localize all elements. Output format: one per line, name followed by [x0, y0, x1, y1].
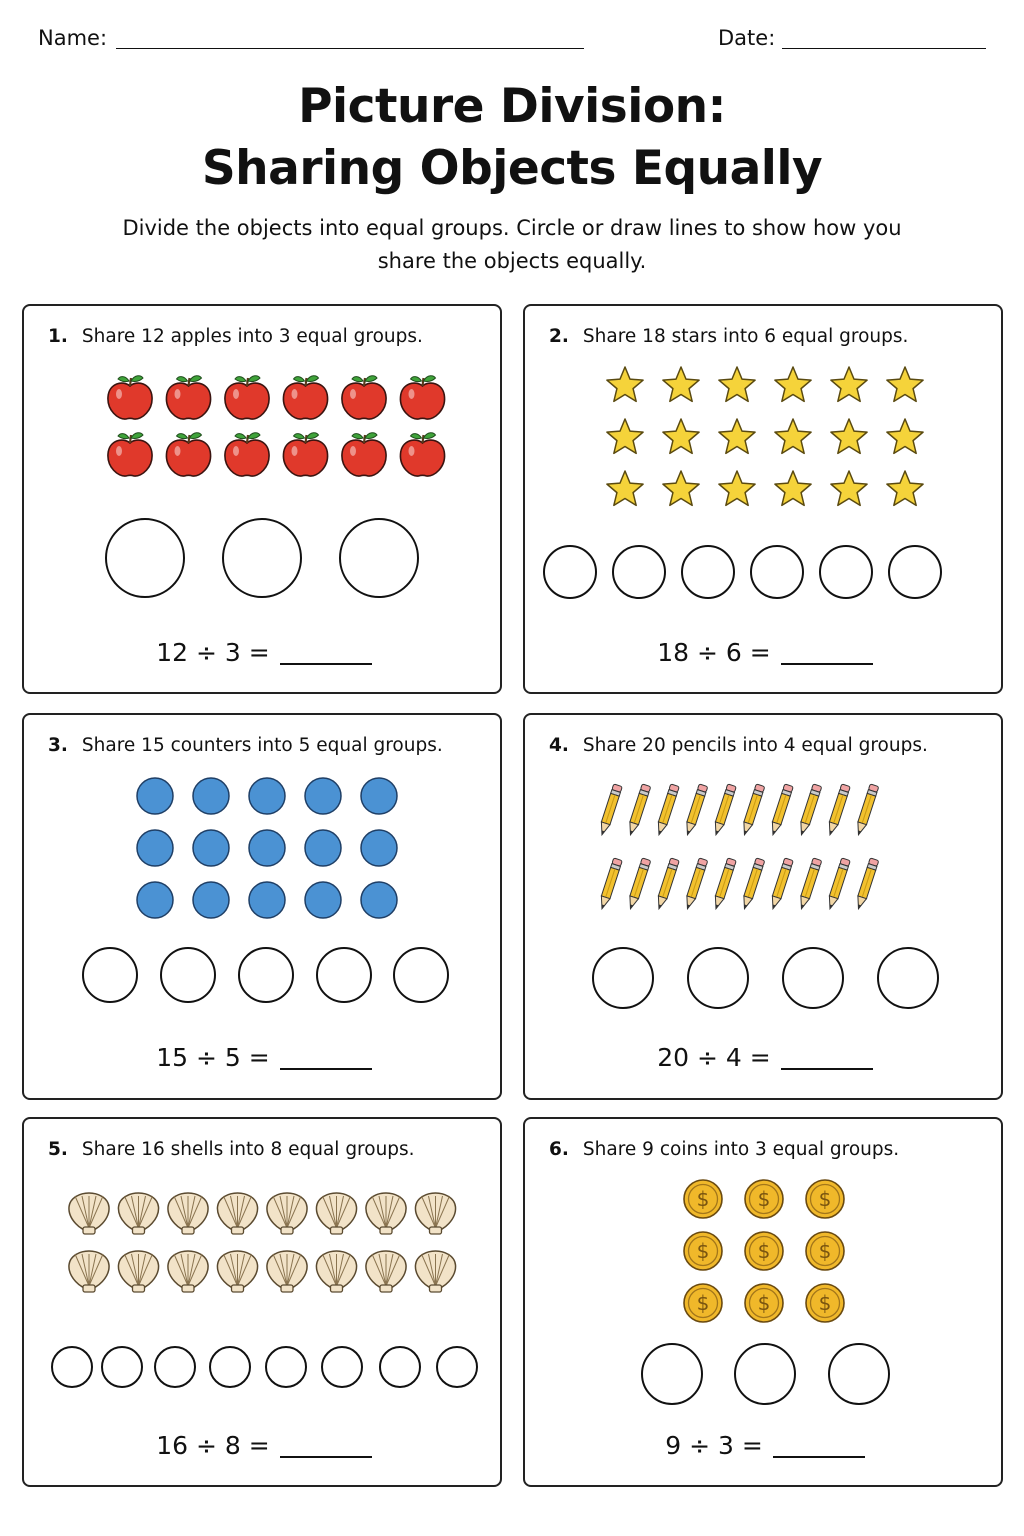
problem-number: 6.: [549, 1139, 569, 1160]
svg-text:$: $: [757, 1239, 771, 1263]
svg-text:$: $: [818, 1239, 832, 1263]
star-icon: [719, 471, 755, 505]
group-circle[interactable]: [735, 1344, 795, 1404]
apple-icon: [166, 433, 210, 476]
pencil-icon: [626, 784, 651, 836]
shell-icon: [366, 1251, 406, 1292]
apple-icon: [283, 433, 327, 476]
coin-icon: [745, 1232, 783, 1270]
star-icon: [607, 367, 643, 401]
title-line-1: Picture Division:: [298, 79, 726, 134]
star-icon: [831, 419, 867, 453]
group-circle[interactable]: [210, 1347, 250, 1387]
group-circle[interactable]: [889, 546, 941, 598]
apple-icon: [166, 376, 210, 419]
group-circle[interactable]: [820, 546, 872, 598]
star-icon: [663, 471, 699, 505]
pencil-icon: [655, 784, 680, 836]
coin-icon: [745, 1284, 783, 1322]
equation-text: 12 ÷ 3 =: [156, 638, 270, 667]
division-equation: [24, 1431, 504, 1460]
problem-card-4: [523, 713, 1003, 1100]
division-equation: [24, 1043, 504, 1072]
pencil-icon: [598, 858, 623, 910]
group-circle[interactable]: [239, 948, 293, 1002]
coin-icon: [684, 1284, 722, 1322]
shell-icon: [217, 1193, 257, 1234]
pencil-icon: [598, 784, 623, 836]
shell-icon: [415, 1193, 455, 1234]
star-icon: [775, 419, 811, 453]
page-title: [0, 76, 1024, 200]
svg-text:$: $: [696, 1239, 710, 1263]
group-circle[interactable]: [394, 948, 448, 1002]
problem-card-2: [523, 304, 1003, 694]
group-circle[interactable]: [829, 1344, 889, 1404]
apple-icon: [225, 376, 269, 419]
apple-icon: [225, 433, 269, 476]
shell-icon: [69, 1193, 109, 1234]
counter-icon: [361, 778, 397, 814]
pencil-icon: [740, 784, 765, 836]
shell-icon: [168, 1193, 208, 1234]
coin-icon: [684, 1180, 722, 1218]
division-equation: [525, 638, 1005, 667]
star-icon: [663, 367, 699, 401]
star-icon: [831, 367, 867, 401]
apple-icon: [342, 433, 386, 476]
answer-blank[interactable]: [280, 1068, 372, 1070]
problem-text: Share 18 stars into 6 equal groups.: [582, 326, 909, 347]
pencil-icon: [854, 858, 879, 910]
group-circle[interactable]: [544, 546, 596, 598]
group-circle[interactable]: [593, 948, 653, 1008]
group-circle[interactable]: [155, 1347, 195, 1387]
equation-text: 15 ÷ 5 =: [156, 1043, 270, 1072]
svg-text:$: $: [818, 1291, 832, 1315]
group-circle[interactable]: [682, 546, 734, 598]
shell-icon: [118, 1193, 158, 1234]
shell-icon: [217, 1251, 257, 1292]
svg-text:$: $: [757, 1291, 771, 1315]
group-circle[interactable]: [52, 1347, 92, 1387]
pencil-icon: [683, 858, 708, 910]
title-line-2: Sharing Objects Equally: [201, 141, 823, 196]
pencil-icon: [797, 784, 822, 836]
coin-icon: [806, 1180, 844, 1218]
star-icon: [719, 367, 755, 401]
group-circle[interactable]: [437, 1347, 477, 1387]
counter-icon: [249, 882, 285, 918]
problem-number: 2.: [549, 326, 569, 347]
pencil-icon: [826, 858, 851, 910]
star-icon: [887, 471, 923, 505]
pencil-icon: [854, 784, 879, 836]
counter-icon: [193, 882, 229, 918]
shell-icon: [415, 1251, 455, 1292]
counter-icon: [137, 882, 173, 918]
star-icon: [831, 471, 867, 505]
group-circle[interactable]: [613, 546, 665, 598]
group-circle[interactable]: [783, 948, 843, 1008]
star-icon: [887, 419, 923, 453]
counter-icon: [305, 830, 341, 866]
group-circle[interactable]: [878, 948, 938, 1008]
answer-blank[interactable]: [773, 1456, 865, 1458]
group-circle[interactable]: [380, 1347, 420, 1387]
counter-icon: [249, 830, 285, 866]
problem-number: 3.: [48, 735, 68, 756]
coin-icon: [806, 1284, 844, 1322]
group-circle[interactable]: [161, 948, 215, 1002]
problem-card-6: [523, 1117, 1003, 1487]
equation-text: 18 ÷ 6 =: [657, 638, 771, 667]
group-circle[interactable]: [688, 948, 748, 1008]
shell-icon: [267, 1193, 307, 1234]
apple-icon: [283, 376, 327, 419]
pencil-icon: [655, 858, 680, 910]
shell-icon: [316, 1251, 356, 1292]
problem-number: 1.: [48, 326, 68, 347]
shell-icon: [118, 1251, 158, 1292]
equation-text: 16 ÷ 8 =: [156, 1431, 270, 1460]
name-input-line[interactable]: [116, 48, 584, 49]
svg-text:$: $: [818, 1187, 832, 1211]
coin-icon: [745, 1180, 783, 1218]
apple-icon: [108, 433, 152, 476]
group-circle[interactable]: [642, 1344, 702, 1404]
instructions: Divide the objects into equal groups. Circle or draw lines to show how you share the objects equally.: [122, 216, 902, 273]
pencil-icon: [769, 858, 794, 910]
header-row: [38, 26, 986, 56]
shell-icon: [168, 1251, 208, 1292]
problem-text: Share 9 coins into 3 equal groups.: [582, 1139, 900, 1160]
group-circle[interactable]: [266, 1347, 306, 1387]
star-icon: [663, 419, 699, 453]
problem-text: Share 16 shells into 8 equal groups.: [81, 1139, 415, 1160]
problem-text: Share 20 pencils into 4 equal groups.: [582, 735, 928, 756]
division-equation: [525, 1431, 1005, 1460]
counter-icon: [361, 830, 397, 866]
counter-icon: [249, 778, 285, 814]
apple-icon: [400, 433, 444, 476]
group-circle[interactable]: [83, 948, 137, 1002]
name-label: Name:: [38, 26, 108, 50]
pencil-icon: [740, 858, 765, 910]
star-icon: [775, 471, 811, 505]
problem-card-3: [22, 713, 502, 1100]
apple-icon: [342, 376, 386, 419]
star-icon: [607, 419, 643, 453]
pencil-icon: [797, 858, 822, 910]
division-equation: [24, 638, 504, 667]
group-circle[interactable]: [317, 948, 371, 1002]
shell-icon: [316, 1193, 356, 1234]
counter-icon: [305, 778, 341, 814]
counter-icon: [193, 830, 229, 866]
pencil-icon: [826, 784, 851, 836]
group-circle[interactable]: [223, 519, 301, 597]
counter-icon: [361, 882, 397, 918]
answer-blank[interactable]: [781, 1068, 873, 1070]
group-circle[interactable]: [751, 546, 803, 598]
counter-icon: [137, 830, 173, 866]
counter-icon: [193, 778, 229, 814]
pencil-icon: [712, 858, 737, 910]
problem-text: Share 12 apples into 3 equal groups.: [81, 326, 423, 347]
equation-text: 9 ÷ 3 =: [665, 1431, 763, 1460]
coin-icon: [806, 1232, 844, 1270]
star-icon: [719, 419, 755, 453]
svg-text:$: $: [696, 1187, 710, 1211]
apple-icon: [108, 376, 152, 419]
pencil-icon: [769, 784, 794, 836]
shell-icon: [366, 1193, 406, 1234]
svg-text:$: $: [696, 1291, 710, 1315]
group-circle[interactable]: [340, 519, 418, 597]
problem-number: 5.: [48, 1139, 68, 1160]
pencil-icon: [712, 784, 737, 836]
equation-text: 20 ÷ 4 =: [657, 1043, 771, 1072]
pencil-icon: [626, 858, 651, 910]
svg-text:$: $: [757, 1187, 771, 1211]
shell-icon: [69, 1251, 109, 1292]
star-icon: [607, 471, 643, 505]
division-equation: [525, 1043, 1005, 1072]
pencil-icon: [683, 784, 708, 836]
answer-blank[interactable]: [781, 663, 873, 665]
answer-blank[interactable]: [280, 1456, 372, 1458]
problem-card-1: [22, 304, 502, 694]
counter-icon: [305, 882, 341, 918]
star-icon: [887, 367, 923, 401]
star-icon: [775, 367, 811, 401]
group-circle[interactable]: [102, 1347, 142, 1387]
apple-icon: [400, 376, 444, 419]
group-circle[interactable]: [106, 519, 184, 597]
counter-icon: [137, 778, 173, 814]
problem-card-5: [22, 1117, 502, 1487]
group-circle[interactable]: [322, 1347, 362, 1387]
problem-number: 4.: [549, 735, 569, 756]
answer-blank[interactable]: [280, 663, 372, 665]
date-input-line[interactable]: [782, 48, 986, 49]
shell-icon: [267, 1251, 307, 1292]
date-label: Date:: [718, 26, 776, 50]
coin-icon: [684, 1232, 722, 1270]
problem-text: Share 15 counters into 5 equal groups.: [81, 735, 443, 756]
